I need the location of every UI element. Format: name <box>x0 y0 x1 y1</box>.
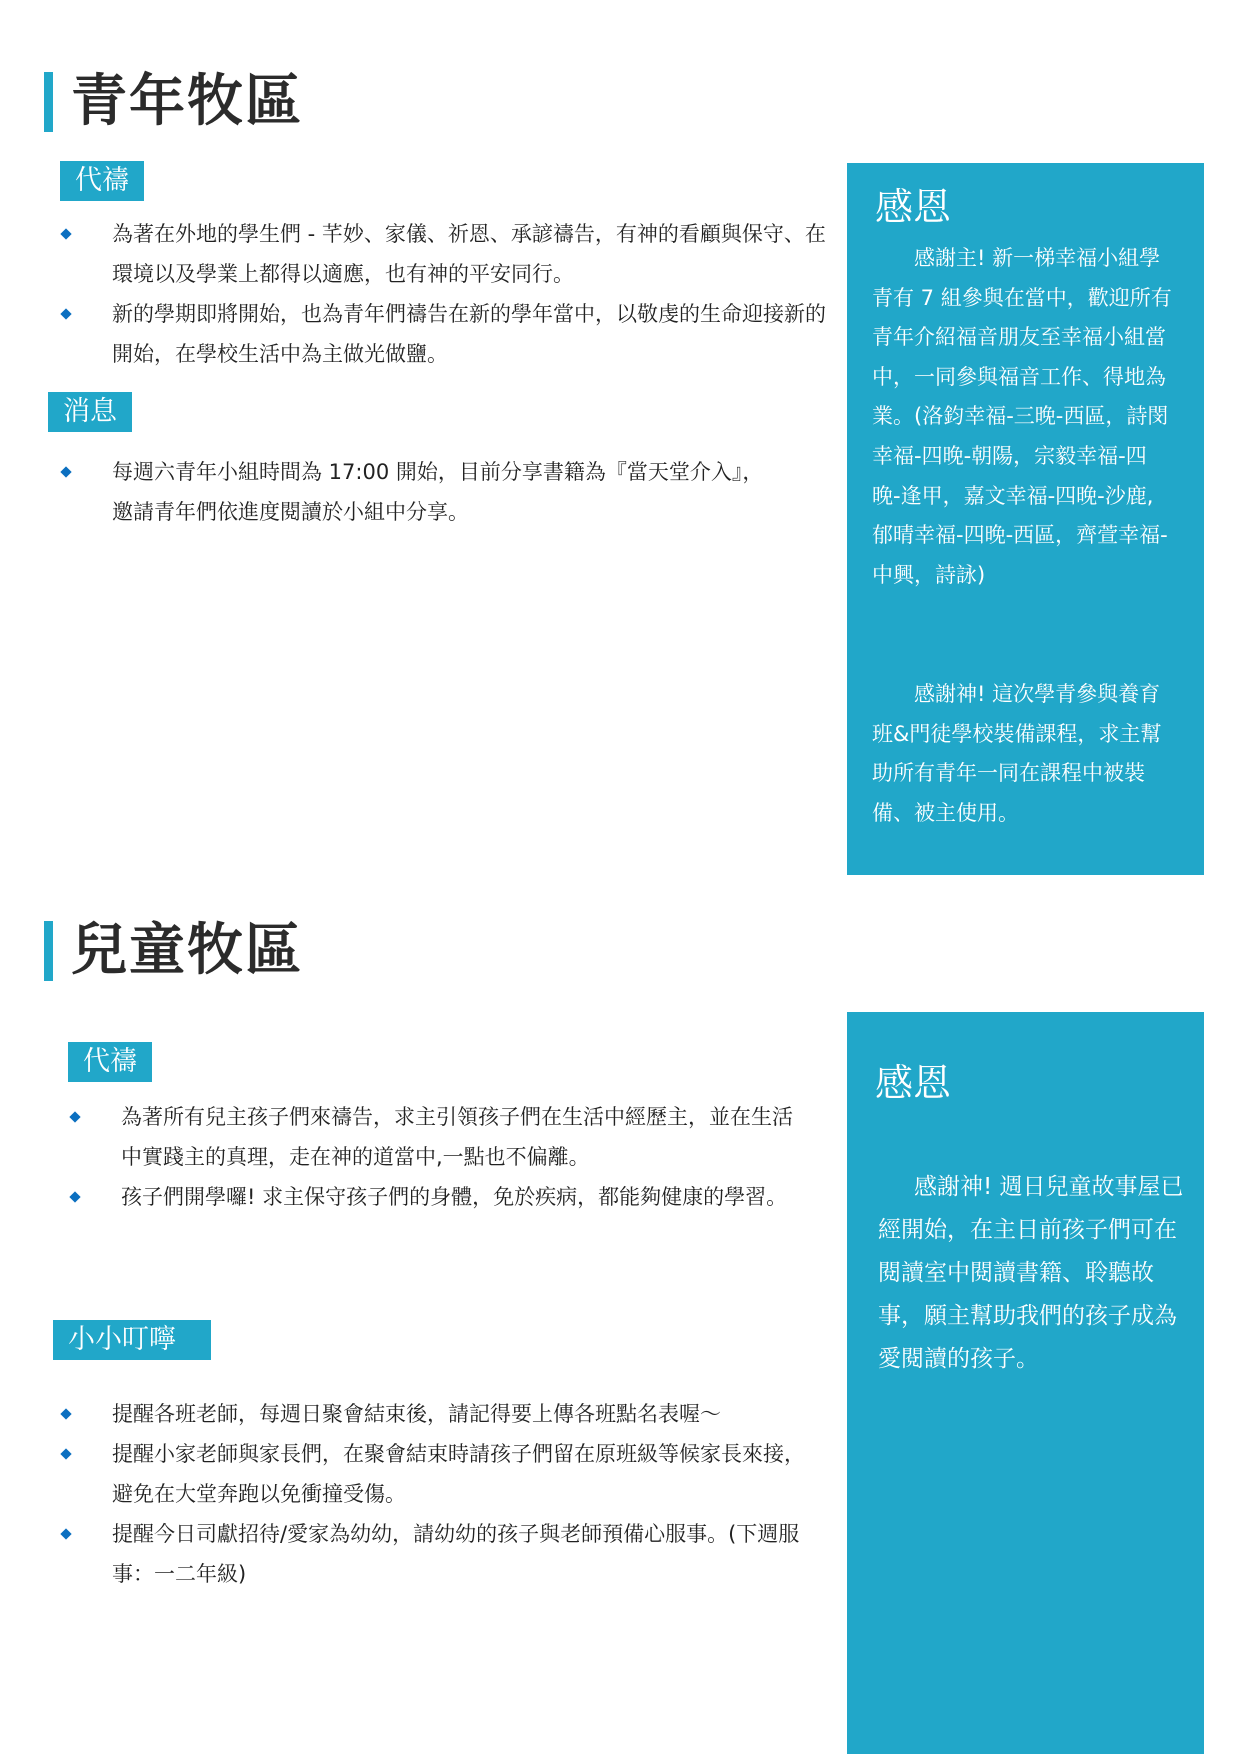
list-item <box>62 214 826 294</box>
panel-paragraph: 感謝神! 這次學青參與養育班&門徒學校裝備課程，求主幫助所有青年一同在課程中被裝備、被主使用。 <box>872 682 1162 825</box>
diamond-bullet-icon <box>60 308 71 319</box>
youth-prayer-list <box>62 214 826 374</box>
youth-news-list <box>62 452 770 532</box>
diamond-bullet-icon <box>60 1448 71 1459</box>
diamond-bullet-icon <box>60 466 71 477</box>
list-item-text: 為著在外地的學生們 - 芊妙、家儀、祈恩、承諺禱告，有神的看顧與保守、在環境以及學業上都得以適應，也有神的平安同行。 <box>112 222 826 286</box>
youth-thanks-panel <box>847 163 1204 875</box>
diamond-bullet-icon <box>60 1528 71 1539</box>
list-item <box>71 1177 801 1217</box>
list-item-text: 提醒今日司獻招待/愛家為幼幼，請幼幼的孩子與老師預備心服事。(下週服事：一二年級) <box>112 1522 800 1586</box>
list-item-text: 孩子們開學囉! 求主保守孩子們的身體，免於疾病，都能夠健康的學習。 <box>121 1185 788 1209</box>
list-item <box>71 1097 801 1177</box>
youth-section-title: 青年牧區 <box>44 72 303 132</box>
list-item-text: 提醒各班老師，每週日聚會結束後，請記得要上傳各班點名表喔～ <box>112 1402 721 1426</box>
children-prayer-tag: 代禱 <box>68 1042 152 1082</box>
list-item <box>62 452 770 532</box>
youth-prayer-tag: 代禱 <box>60 161 144 201</box>
panel-paragraph: 感謝主! 新一梯幸福小組學青有 7 組參與在當中，歡迎所有青年介紹福音朋友至幸福小組當中，一同參與福音工作、得地為業。(洛鈞幸福-三晚-西區，詩閔幸福-四晚-朝陽，宗毅幸福-四晚-逢甲，嘉文幸福-四晚-沙鹿, 郁晴幸福-四晚-西區，齊萱幸福-中興，詩詠) <box>872 246 1172 587</box>
children-prayer-list <box>71 1097 801 1217</box>
diamond-bullet-icon <box>69 1191 80 1202</box>
list-item-text: 為著所有兒主孩子們來禱告，求主引領孩子們在生活中經歷主，並在生活中實踐主的真理，走在神的道當中,一點也不偏離。 <box>121 1105 793 1169</box>
list-item-text: 提醒小家老師與家長們，在聚會結束時請孩子們留在原班級等候家長來接，避免在大堂奔跑以免衝撞受傷。 <box>112 1442 805 1506</box>
list-item <box>62 1434 812 1514</box>
list-item-text: 新的學期即將開始，也為青年們禱告在新的學年當中，以敬虔的生命迎接新的開始，在學校生活中為主做光做鹽。 <box>112 302 826 366</box>
panel-title: 感恩 <box>875 185 952 229</box>
list-item <box>62 1514 812 1594</box>
diamond-bullet-icon <box>60 228 71 239</box>
children-thanks-panel <box>847 1012 1204 1754</box>
youth-news-tag: 消息 <box>48 392 132 432</box>
list-item-text: 每週六青年小組時間為 17:00 開始，目前分享書籍為『當天堂介入』，邀請青年們依進度閱讀於小組中分享。 <box>112 460 764 524</box>
diamond-bullet-icon <box>60 1408 71 1419</box>
diamond-bullet-icon <box>69 1111 80 1122</box>
list-item <box>62 294 826 374</box>
panel-paragraph: 感謝神! 週日兒童故事屋已經開始，在主日前孩子們可在閱讀室中閱讀書籍、聆聽故事，願主幫助我們的孩子成為愛閱讀的孩子。 <box>878 1174 1184 1372</box>
list-item <box>62 1394 812 1434</box>
children-section-title: 兒童牧區 <box>44 921 303 981</box>
panel-title: 感恩 <box>875 1061 952 1105</box>
children-reminders-list <box>62 1394 812 1594</box>
children-reminders-tag: 小小叮嚀 <box>53 1320 211 1360</box>
